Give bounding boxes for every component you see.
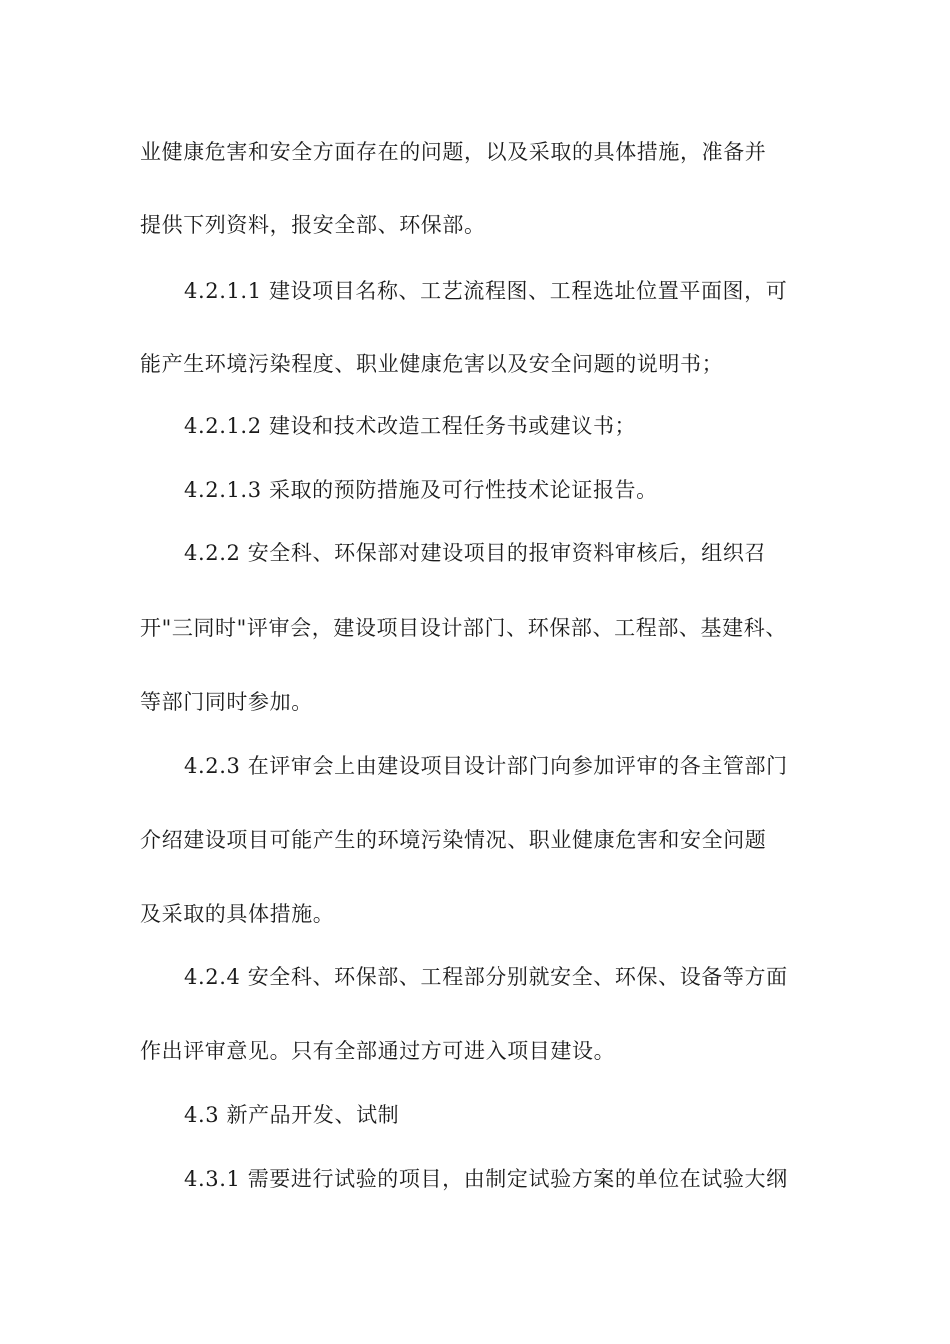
section-heading-4-3: 4.3 新产品开发、试制 bbox=[184, 1103, 400, 1127]
section-4-2-3: 4.2.3 在评审会上由建设项目设计部门向参加评审的各主管部门 bbox=[184, 754, 788, 778]
text-line: 提供下列资料，报安全部、环保部。 bbox=[140, 213, 486, 237]
section-4-2-2: 4.2.2 安全科、环保部对建设项目的报审资料审核后，组织召 bbox=[184, 541, 767, 565]
text-line: 及采取的具体措施。 bbox=[140, 902, 335, 926]
section-4-2-4: 4.2.4 安全科、环保部、工程部分别就安全、环保、设备等方面 bbox=[184, 965, 788, 989]
text-line: 开"三同时"评审会，建设项目设计部门、环保部、工程部、基建科、 bbox=[140, 616, 787, 640]
section-4-2-1-2: 4.2.1.2 建设和技术改造工程任务书或建议书； bbox=[184, 414, 637, 438]
section-4-2-1-1: 4.2.1.1 建设项目名称、工艺流程图、工程选址位置平面图，可 bbox=[184, 279, 788, 303]
section-4-2-1-3: 4.2.1.3 采取的预防措施及可行性技术论证报告。 bbox=[184, 478, 658, 502]
text-line: 介绍建设项目可能产生的环境污染情况、职业健康危害和安全问题 bbox=[140, 828, 767, 852]
text-line: 能产生环境污染程度、职业健康危害以及安全问题的说明书； bbox=[140, 352, 724, 376]
text-line: 等部门同时参加。 bbox=[140, 690, 313, 714]
section-4-3-1: 4.3.1 需要进行试验的项目，由制定试验方案的单位在试验大纲 bbox=[184, 1167, 788, 1191]
text-line: 作出评审意见。只有全部通过方可进入项目建设。 bbox=[140, 1039, 616, 1063]
text-line: 业健康危害和安全方面存在的问题，以及采取的具体措施，准备并 bbox=[140, 140, 767, 164]
